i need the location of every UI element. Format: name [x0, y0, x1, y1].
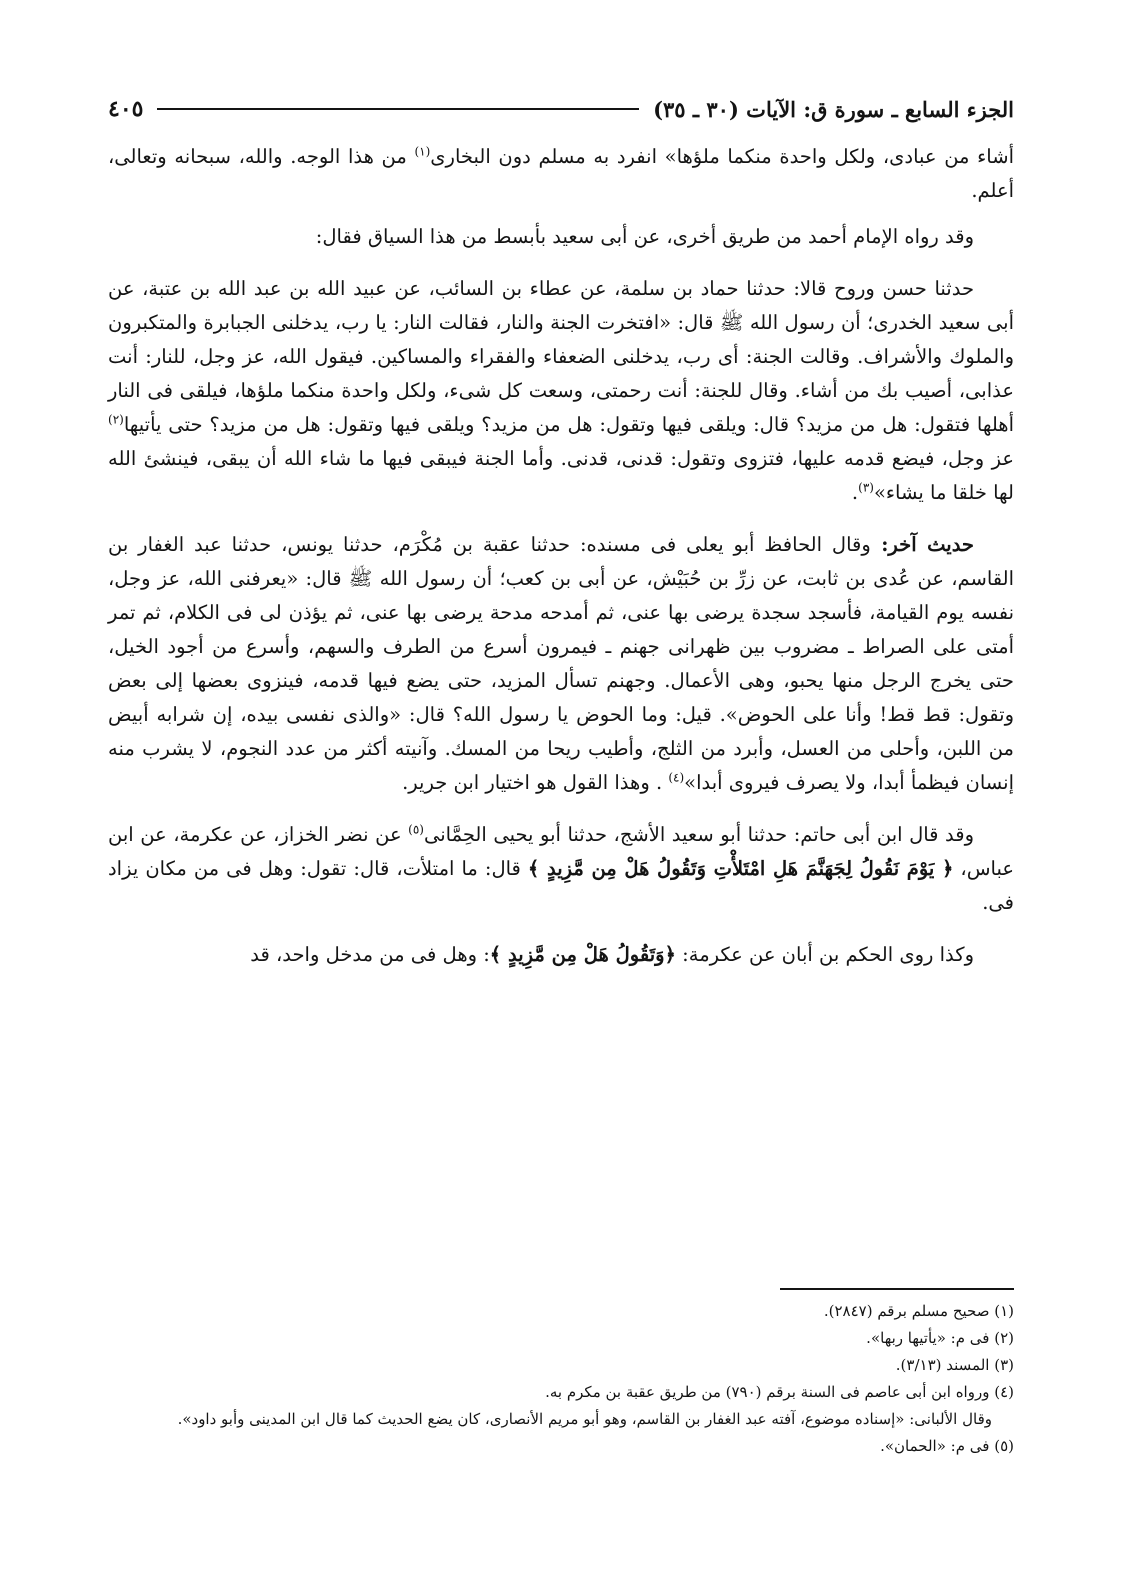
- footnote-1: (١) صحيح مسلم برقم (٢٨٤٧).: [823, 1302, 1014, 1320]
- footnote-ref-1: (١): [414, 144, 431, 159]
- footnote-ref-3: (٣): [858, 480, 874, 495]
- quran-verse: ﴿وَتَقُولُ هَلْ مِن مَّزِيدٍ ﴾: [489, 943, 676, 966]
- paragraph-6: وكذا روى الحكم بن أبان عن عكرمة: ﴿وَتَقُولُ هَلْ مِن مَّزِيدٍ ﴾: وهل فى من مدخل واحد، قد: [250, 943, 974, 966]
- footnote-ref-5: (٥): [408, 822, 424, 837]
- footnote-3: (٣) المسند (٣/١٣).: [895, 1356, 1014, 1374]
- paragraph-1: أشاء من عبادى، ولكل واحدة منكما ملؤها» انفرد به مسلم دون البخارى$^{(١)}$ من هذا الوجه. والله، سبحانه وتعالى، أعلم.: [108, 144, 1014, 202]
- footnote-ref-4: (٤): [668, 770, 685, 785]
- page-number: ٤٠٥: [108, 96, 144, 122]
- footnotes: [108, 1298, 1014, 1460]
- header-rule: [157, 108, 639, 110]
- footnote-5: (٥) فى م: «الحمان».: [880, 1437, 1014, 1455]
- paragraph-4: حديث آخر: وقال الحافظ أبو يعلى فى مسنده: حدثنا عقبة بن مُكْرَم، حدثنا يونس، حدثنا عبد الغفار بن القاسم، عن عُدى بن ثابت، عن زرِّ بن حُبَيْش، عن أبى بن كعب؛ أن رسول الله ﷺ قال: «يعرفنى الله، عز وجل، نفسه يوم القيامة، فأسجد سجدة يرضى بها عنى، ثم أمدحه مدحة يرضى بها عنى، ثم يؤذن لى فى الكلام، ثم تمر أمتى على الصراط ـ مضروب بين ظهرانى جهنم ـ فيمرون أسرع من الطرف والسهم، وأسرع من أجود الخيل، حتى يخرج الرجل منها يحبو، وهى الأعمال. وجهنم تسأل المزيد، حتى يضع فيها قدمه، فينزوى بعضها إلى بعض وتقول: قط قط! وأنا على الحوض». قيل: وما الحوض يا رسول الله؟ قال: «والذى نفسى بيده، إن شرابه أبيض من اللبن، وأحلى من العسل، وأبرد من الثلج، وأطيب ريحا من المسك. وآنيته أكثر من عدد النجوم، لا يشرب منه إنسان فيظمأ أبدا، ولا يصرف فيروى أبدا»$^{(٤)}$ . وهذا القول هو اختيار ابن جرير.: [108, 533, 1014, 794]
- footnote-separator: [780, 1288, 1014, 1290]
- main-text: [108, 140, 1014, 990]
- section-lead: حديث آخر:: [870, 533, 974, 556]
- running-title: الجزء السابع ـ سورة ق: الآيات (٣٠ ـ ٣٥): [653, 96, 1014, 122]
- paragraph-3: حدثنا حسن وروح قالا: حدثنا حماد بن سلمة، عن عطاء بن السائب، عن عبيد الله بن عبد الله بن عتبة، عن أبى سعيد الخدرى؛ أن رسول الله ﷺ قال: «افتخرت الجنة والنار، فقالت النار: يا رب، يدخلنى الجبابرة والمتكبرون والملوك والأشراف. وقالت الجنة: أى رب، يدخلنى الضعفاء والفقراء والمساكين. فيقول الله، عز وجل، للنار: أنت عذابى، أصيب بك من أشاء. وقال للجنة: أنت رحمتى، وسعت كل شىء، ولكل واحدة منكما ملؤها، فيلقى فى النار أهلها فتقول: هل من مزيد؟ قال: ويلقى فيها وتقول: هل من مزيد؟ ويلقى فيها وتقول: هل من مزيد؟ حتى يأتيها$^{(٢)}$ عز وجل، فيضع قدمه عليها، فتزوى وتقول: قدنى، قدنى. وأما الجنة فيبقى فيها ما شاء الله أن يبقى، فينشئ الله لها خلقا ما يشاء»$^{(٣)}$.: [108, 277, 1014, 504]
- page-header: [108, 92, 1014, 126]
- paragraph-5: وقد قال ابن أبى حاتم: حدثنا أبو سعيد الأشج، حدثنا أبو يحيى الحِمَّانى$^{(٥)}$ عن نضر الخزاز، عن عكرمة، عن ابن عباس، ﴿ يَوْمَ نَقُولُ لِجَهَنَّمَ هَلِ امْتَلأْتِ وَتَقُولُ هَلْ مِن مَّزِيدٍ ﴾ قال: ما امتلأت، قال: تقول: وهل فى من مكان يزاد فى.: [108, 822, 1014, 914]
- footnote-2: (٢) فى م: «يأتيها ربها».: [866, 1329, 1014, 1347]
- footnote-4: (٤) ورواه ابن أبى عاصم فى السنة برقم (٧٩٠) من طريق عقبة بن مكرم به.: [545, 1383, 1014, 1401]
- footnote-4-continued: وقال الألبانى: «إسناده موضوع، آفته عبد الغفار بن القاسم، وهو أبو مريم الأنصارى، كان يضع الحديث كما قال ابن المدينى وأبو داود».: [177, 1410, 992, 1428]
- paragraph-2: وقد رواه الإمام أحمد من طريق أخرى، عن أبى سعيد بأبسط من هذا السياق فقال:: [315, 225, 974, 248]
- quran-verse: ﴿ يَوْمَ نَقُولُ لِجَهَنَّمَ هَلِ امْتَلأْتِ وَتَقُولُ هَلْ مِن مَّزِيدٍ ﴾: [527, 857, 954, 880]
- footnote-ref-2: (٢): [108, 412, 124, 427]
